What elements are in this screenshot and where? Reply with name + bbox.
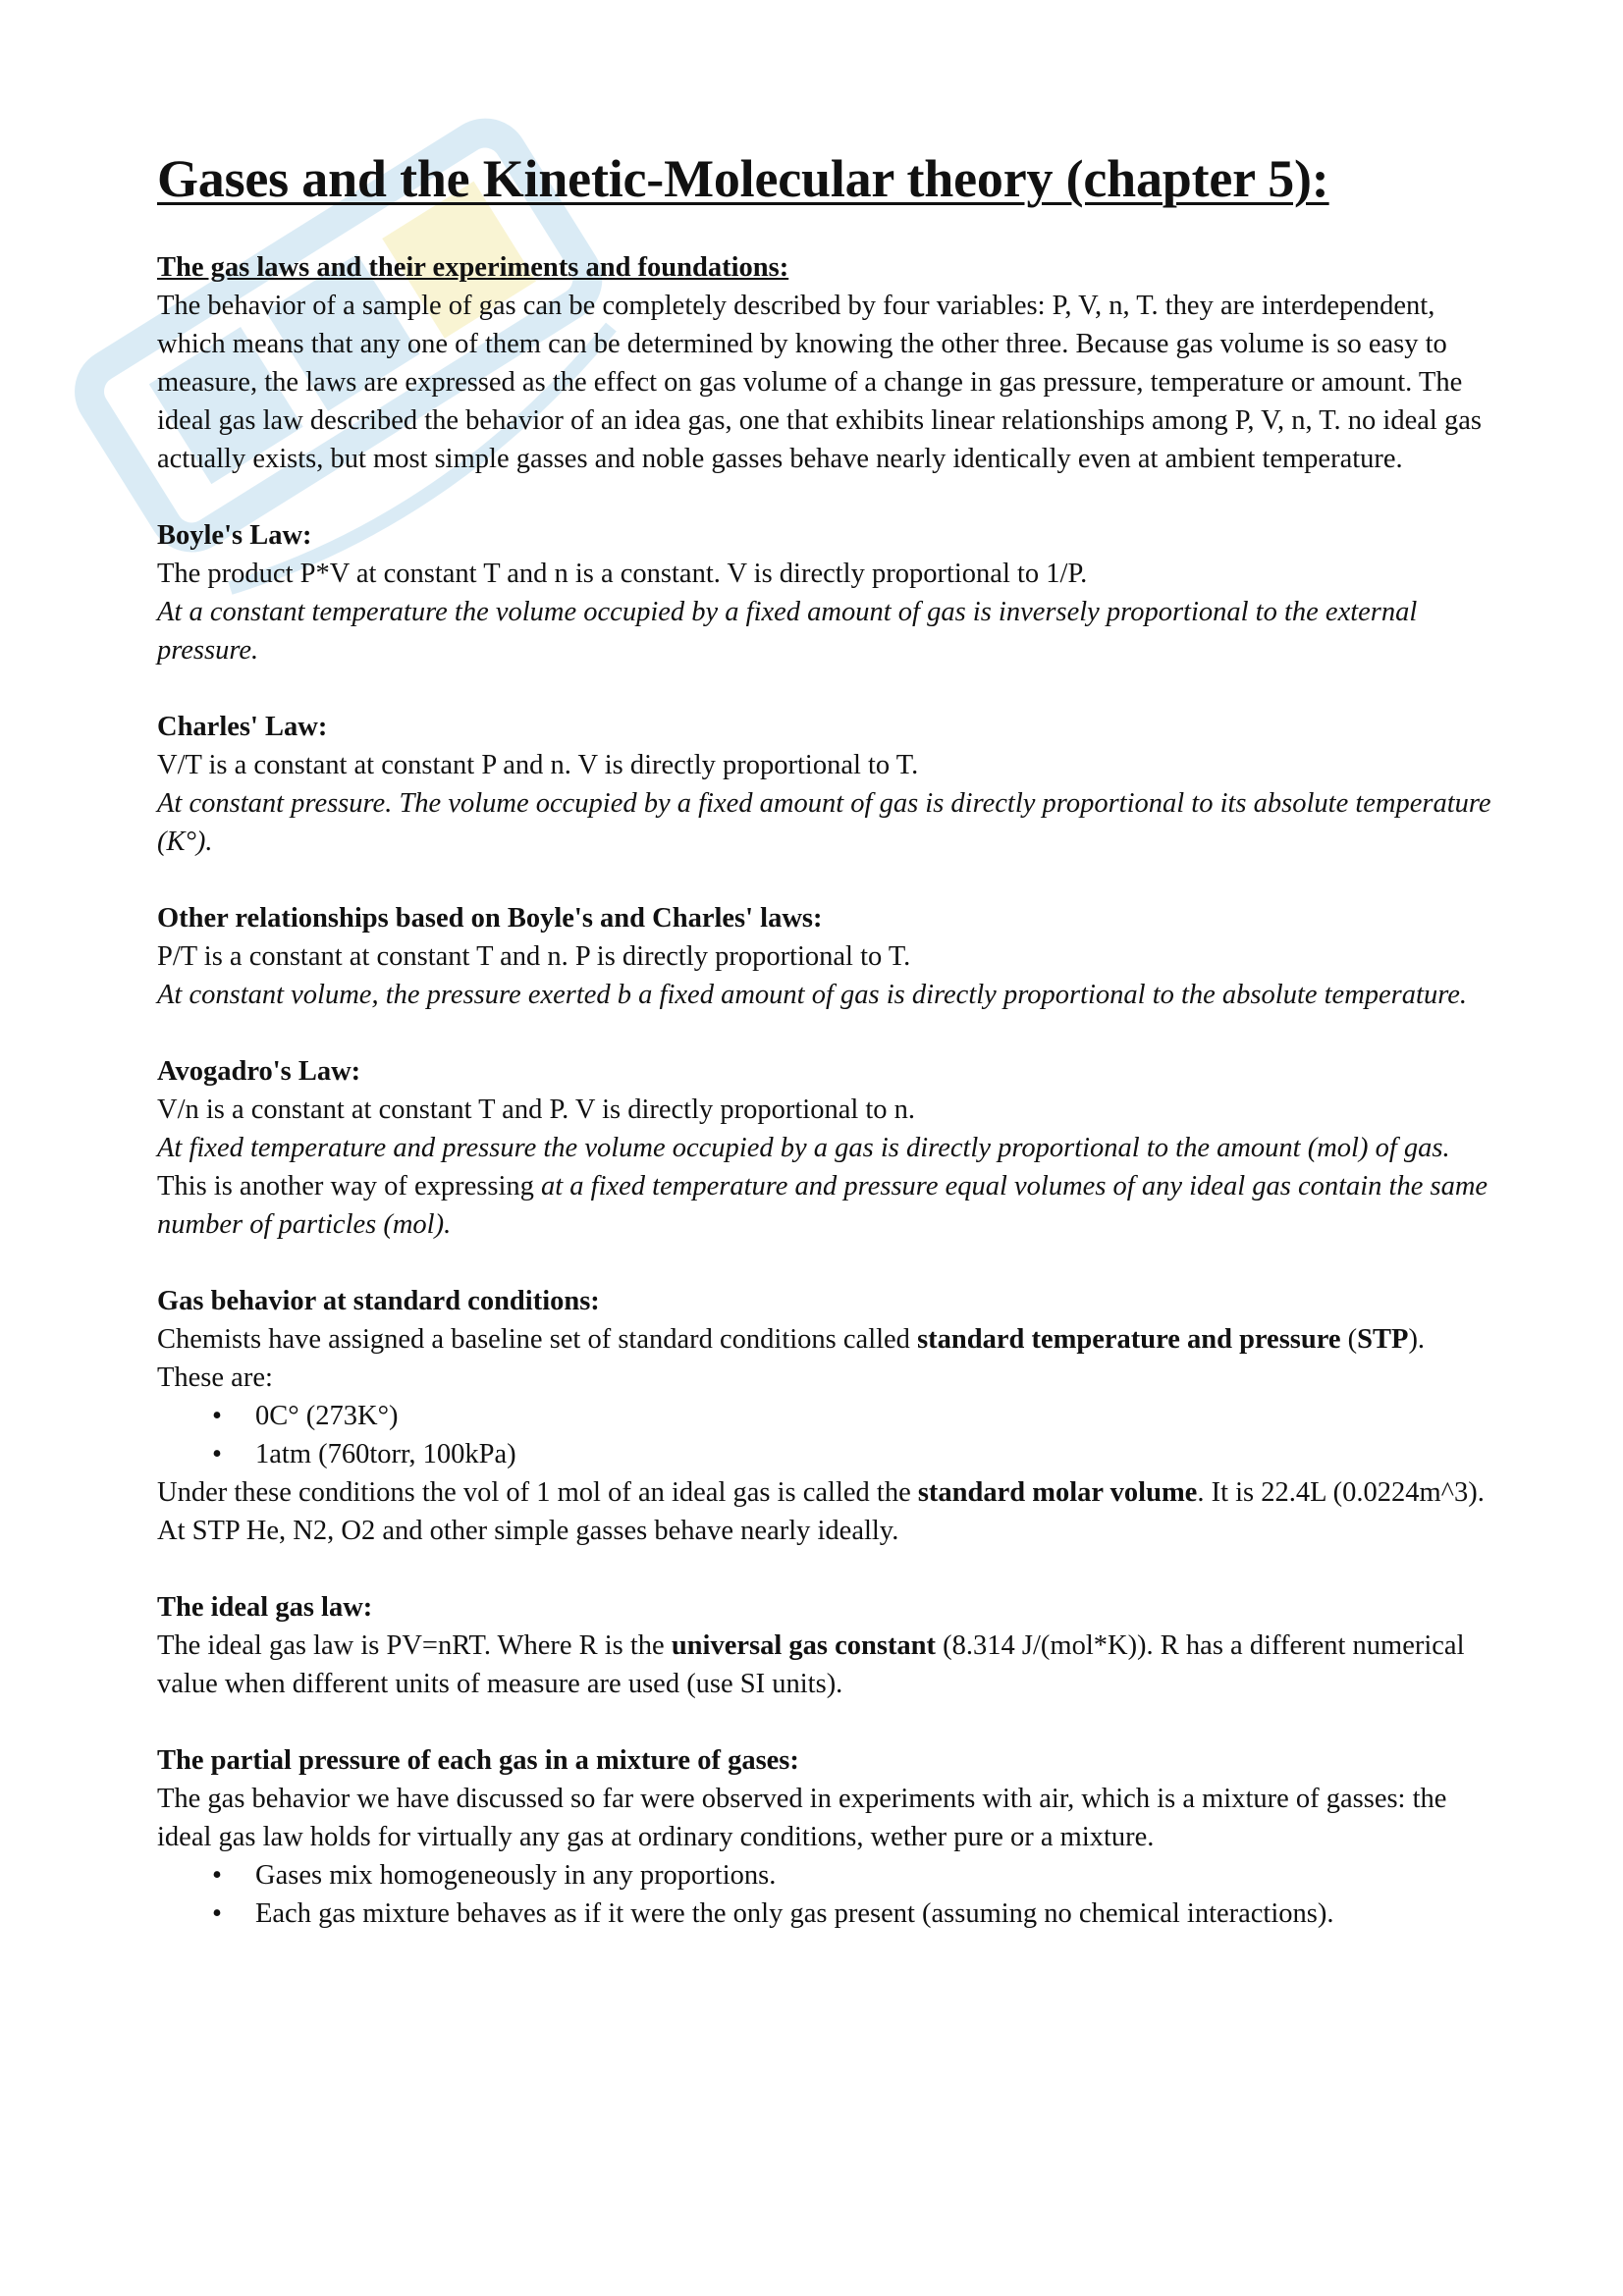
list-item: • Each gas mixture behaves as if it were the only gas present (assuming no chemical interactions). bbox=[255, 1895, 1492, 1933]
paragraph bbox=[157, 1627, 1492, 1703]
section-charles bbox=[157, 708, 1492, 861]
bullet-list bbox=[157, 1397, 1492, 1473]
section-heading: The gas laws and their experiments and foundations: bbox=[157, 251, 789, 283]
plain-span: This is another way of expressing bbox=[157, 1170, 541, 1201]
paragraph: At STP He, N2, O2 and other simple gasses behave nearly ideally. bbox=[157, 1515, 899, 1546]
plain-span: Under these conditions the vol of 1 mol of an ideal gas is called the bbox=[157, 1476, 918, 1508]
mixed-paragraph bbox=[157, 1129, 1492, 1244]
paragraph: P/T is a constant at constant T and n. P is directly proportional to T. bbox=[157, 940, 911, 972]
list-item: • Gases mix homogeneously in any proportions. bbox=[255, 1856, 1492, 1895]
bold-term: STP bbox=[1357, 1323, 1409, 1355]
plain-span: . It is 22.4L (0.0224m^3). bbox=[1197, 1476, 1485, 1508]
paragraph: The behavior of a sample of gas can be completely described by four variables: P, V, n, T. they are interdependent, which means that any one of them can be determined by knowing the other three. Because gas volume is so easy to measure, the laws are expressed as the effect on gas volume of a change in gas pressure, temperature or amount. The ideal gas law described the behavior of an idea gas, one that exhibits linear relationships among P, V, n, T. no ideal gas actually exists, but most simple gasses and noble gasses behave nearly identically even at ambient temperature. bbox=[157, 290, 1482, 474]
paragraph: V/T is a constant at constant P and n. V is directly proportional to T. bbox=[157, 749, 919, 780]
italic-paragraph: At constant volume, the pressure exerted b a fixed amount of gas is directly proportional to the absolute temperature. bbox=[157, 979, 1468, 1010]
section-other-relationships bbox=[157, 899, 1492, 1014]
italic-paragraph: At constant pressure. The volume occupied by a fixed amount of gas is directly proportional to its absolute temperature (K°). bbox=[157, 787, 1491, 857]
document-title: Gases and the Kinetic-Molecular theory (chapter 5): bbox=[157, 149, 1329, 208]
bold-term: universal gas constant bbox=[671, 1629, 937, 1661]
section-heading: The ideal gas law: bbox=[157, 1591, 373, 1623]
section-boyle bbox=[157, 516, 1492, 669]
plain-span: (8.314 J/(mol*K)). R has a different numerical value when different units of measure are used (use SI units). bbox=[157, 1629, 1465, 1699]
section-ideal-gas-law bbox=[157, 1588, 1492, 1703]
bold-term: standard temperature and pressure bbox=[917, 1323, 1341, 1355]
paragraph bbox=[157, 1473, 1492, 1512]
paragraph bbox=[157, 1320, 1492, 1397]
plain-span: The ideal gas law is PV=nRT. Where R is the bbox=[157, 1629, 672, 1661]
italic-span: at a fixed temperature and pressure equal volumes of any ideal gas contain the same number of particles (mol). bbox=[157, 1170, 1488, 1240]
plain-span: ). These are: bbox=[157, 1323, 1426, 1393]
document-page bbox=[157, 147, 1492, 1971]
italic-paragraph: At a constant temperature the volume occupied by a fixed amount of gas is inversely proportional to the external pressure. bbox=[157, 596, 1418, 666]
paragraph: The gas behavior we have discussed so far were observed in experiments with air, which is a mixture of gasses: the ideal gas law holds for virtually any gas at ordinary conditions, wether pure or a mixture. bbox=[157, 1783, 1447, 1852]
bullet-list bbox=[157, 1856, 1492, 1933]
section-heading: Charles' Law: bbox=[157, 711, 328, 742]
bold-term: standard molar volume bbox=[917, 1476, 1198, 1508]
paragraph: The product P*V at constant T and n is a constant. V is directly proportional to 1/P. bbox=[157, 558, 1088, 589]
section-stp bbox=[157, 1282, 1492, 1550]
section-partial-pressure bbox=[157, 1741, 1492, 1933]
section-heading: Avogadro's Law: bbox=[157, 1055, 361, 1087]
section-avogadro bbox=[157, 1052, 1492, 1244]
paragraph: V/n is a constant at constant T and P. V is directly proportional to n. bbox=[157, 1094, 916, 1125]
list-item: • 0C° (273K°) bbox=[255, 1397, 1492, 1435]
section-heading: Boyle's Law: bbox=[157, 519, 312, 551]
plain-span: Chemists have assigned a baseline set of standard conditions called bbox=[157, 1323, 918, 1355]
section-gas-laws bbox=[157, 248, 1492, 478]
section-heading: The partial pressure of each gas in a mixture of gases: bbox=[157, 1744, 799, 1776]
list-item: • 1atm (760torr, 100kPa) bbox=[255, 1435, 1492, 1473]
italic-span: At fixed temperature and pressure the volume occupied by a gas is directly proportional to the amount (mol) of gas. bbox=[157, 1132, 1450, 1163]
plain-span: ( bbox=[1340, 1323, 1358, 1355]
section-heading: Gas behavior at standard conditions: bbox=[157, 1285, 600, 1316]
section-heading: Other relationships based on Boyle's and Charles' laws: bbox=[157, 902, 823, 934]
